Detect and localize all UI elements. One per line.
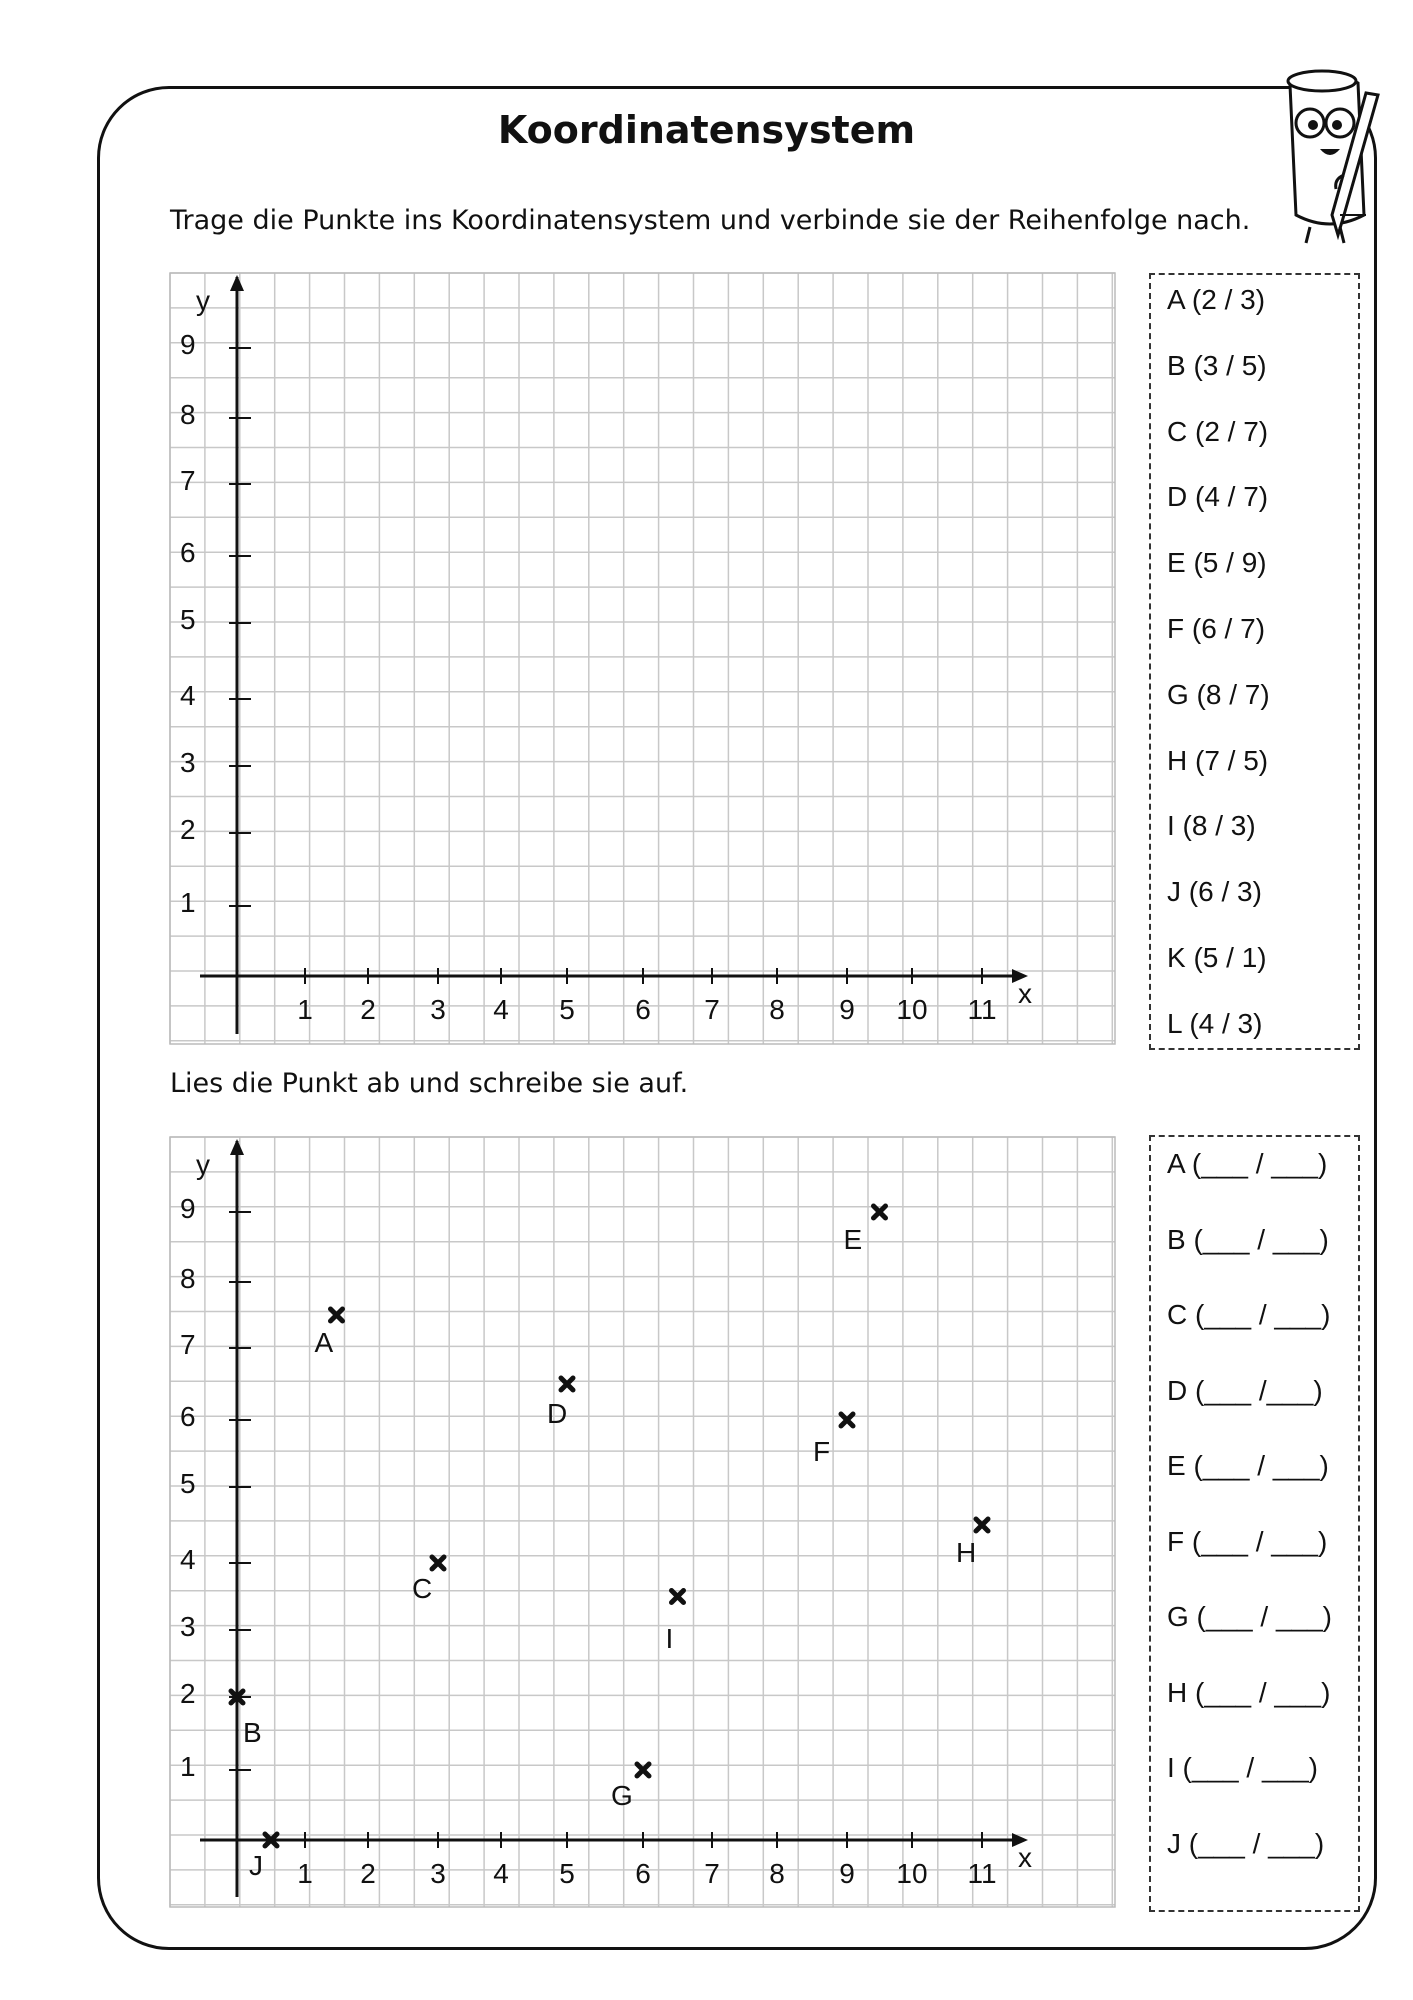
- x-tick-label-read: 6: [635, 1858, 651, 1889]
- answer-line[interactable]: G (___ / ___): [1167, 1601, 1332, 1632]
- instruction-plot: Trage die Punkte ins Koordinatensystem und verbinde sie der Reihenfolge nach.: [170, 205, 1251, 236]
- x-axis-label-plot: x: [1018, 978, 1032, 1009]
- x-tick-label-read: 9: [839, 1858, 855, 1889]
- x-tick-label-plot: 4: [493, 994, 509, 1025]
- point-marker-D: [561, 1378, 573, 1390]
- point-label-C: C: [412, 1573, 433, 1604]
- y-tick-label-plot: 2: [180, 814, 196, 845]
- y-tick-label-plot: 8: [180, 399, 196, 430]
- y-tick-label-plot: 6: [180, 537, 196, 568]
- plot-point-entry: L (4 / 3): [1167, 1007, 1263, 1039]
- y-axis-label-plot: y: [196, 285, 210, 316]
- y-tick-label-plot: 3: [180, 747, 196, 778]
- y-tick-label-plot: 1: [180, 887, 196, 918]
- y-tick-label-plot: 7: [180, 465, 196, 496]
- answer-line[interactable]: E (___ / ___): [1167, 1450, 1329, 1481]
- y-tick-label-read: 2: [180, 1678, 196, 1709]
- plot-point-entry: C (2 / 7): [1167, 415, 1269, 447]
- x-axis-label-read: x: [1018, 1842, 1032, 1873]
- point-marker-E: [874, 1206, 886, 1218]
- point-label-E: E: [843, 1224, 863, 1255]
- plot-point-entry: E (5 / 9): [1167, 547, 1267, 579]
- plot-point-entry: F (6 / 7): [1167, 613, 1266, 644]
- y-axis-arrow-read: [230, 1139, 244, 1155]
- x-tick-label-plot: 1: [297, 994, 313, 1025]
- y-tick-label-read: 8: [180, 1263, 196, 1294]
- point-label-J: J: [249, 1850, 263, 1881]
- point-label-I: I: [665, 1622, 674, 1654]
- points-list-box: [1149, 273, 1360, 1050]
- answer-line[interactable]: C (___ / ___): [1167, 1299, 1331, 1330]
- answer-line[interactable]: D (___ /___): [1167, 1374, 1323, 1406]
- x-tick-label-plot: 9: [839, 994, 855, 1025]
- point-label-F: F: [813, 1436, 831, 1467]
- answer-line[interactable]: F (___ / ___): [1167, 1525, 1328, 1557]
- plot-point-entry: B (3 / 5): [1167, 349, 1267, 381]
- x-tick-label-read: 4: [493, 1858, 509, 1889]
- plot-point-entry: G (8 / 7): [1167, 678, 1270, 710]
- point-label-H: H: [956, 1537, 977, 1568]
- plot-point-entry: K (5 / 1): [1167, 942, 1267, 973]
- point-marker-C: [432, 1557, 444, 1569]
- x-tick-label-plot: 5: [559, 994, 575, 1025]
- y-tick-label-read: 4: [180, 1544, 196, 1575]
- answer-line[interactable]: B (___ / ___): [1167, 1223, 1329, 1255]
- point-label-A: A: [314, 1327, 334, 1358]
- plot-point-entry: D (4 / 7): [1167, 481, 1269, 513]
- x-tick-label-plot: 11: [967, 994, 997, 1025]
- x-tick-label-read: 7: [704, 1858, 720, 1889]
- x-tick-label-read: 11: [967, 1858, 997, 1889]
- x-tick-label-plot: 3: [430, 994, 446, 1025]
- y-tick-label-read: 5: [180, 1468, 196, 1499]
- x-tick-label-read: 2: [360, 1858, 376, 1889]
- x-tick-label-plot: 8: [769, 994, 785, 1025]
- point-label-G: G: [611, 1780, 633, 1811]
- plot-point-entry: J (6 / 3): [1167, 876, 1262, 908]
- x-tick-label-read: 3: [430, 1858, 446, 1889]
- x-tick-label-read: 8: [769, 1858, 785, 1889]
- instruction-read: Lies die Punkt ab und schreibe sie auf.: [170, 1068, 689, 1099]
- x-tick-label-read: 1: [297, 1858, 313, 1889]
- y-axis-label-read: y: [196, 1149, 210, 1180]
- point-marker-I: [672, 1591, 684, 1603]
- x-tick-label-plot: 6: [635, 994, 651, 1025]
- plot-point-entry: A (2 / 3): [1167, 284, 1266, 315]
- y-tick-label-read: 1: [180, 1751, 196, 1782]
- y-tick-label-plot: 9: [180, 329, 196, 360]
- plot-point-entry: I (8 / 3): [1167, 810, 1256, 842]
- answer-line[interactable]: I (___ / ___): [1167, 1752, 1318, 1783]
- y-tick-label-read: 9: [180, 1193, 196, 1224]
- x-tick-label-read: 5: [559, 1858, 575, 1889]
- answer-line[interactable]: J (___ / ___): [1167, 1827, 1325, 1859]
- point-label-B: B: [243, 1717, 262, 1748]
- point-label-D: D: [547, 1398, 568, 1429]
- y-tick-label-read: 7: [180, 1329, 196, 1360]
- x-tick-label-plot: 10: [896, 994, 928, 1025]
- x-tick-label-read: 10: [896, 1858, 928, 1889]
- answer-line[interactable]: A (___ / ___): [1167, 1148, 1328, 1179]
- plot-point-entry: H (7 / 5): [1167, 744, 1269, 776]
- x-tick-label-plot: 7: [704, 994, 720, 1025]
- answer-line[interactable]: H (___ / ___): [1167, 1676, 1331, 1708]
- page-title: Koordinatensystem: [497, 108, 916, 152]
- y-tick-label-read: 3: [180, 1611, 196, 1642]
- y-tick-label-plot: 4: [180, 680, 196, 711]
- y-tick-label-read: 6: [180, 1401, 196, 1432]
- x-tick-label-plot: 2: [360, 994, 376, 1025]
- y-tick-label-plot: 5: [180, 604, 196, 635]
